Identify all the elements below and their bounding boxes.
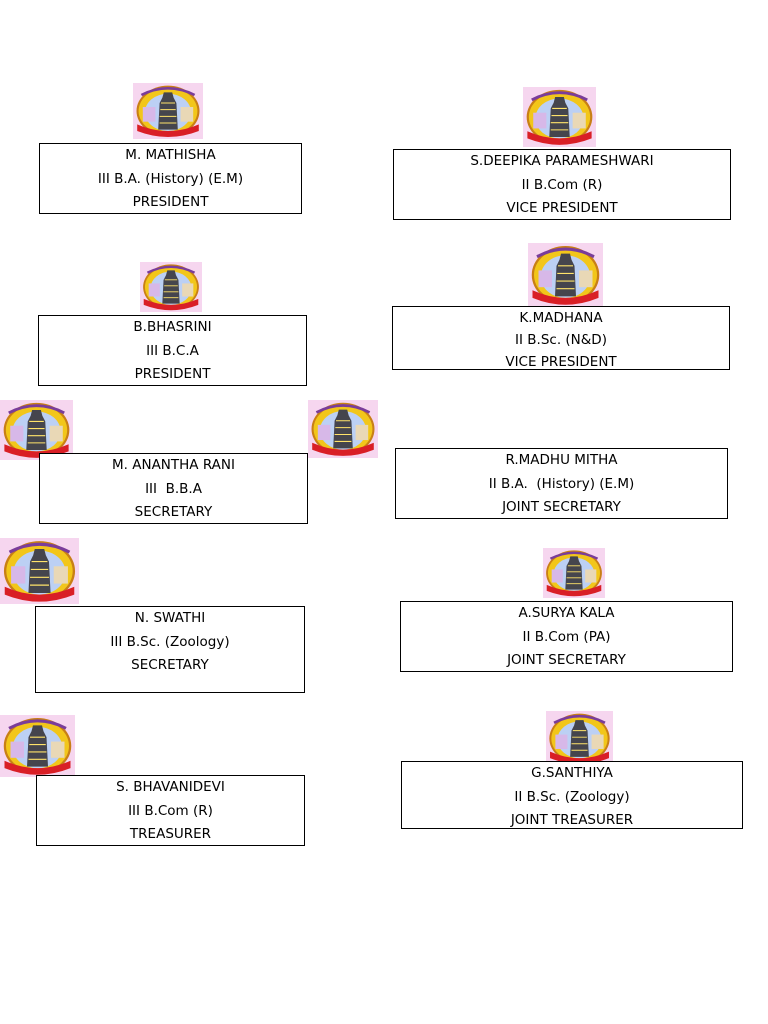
member-course: III B.Sc. (Zoology) xyxy=(110,633,230,650)
member-name: A.SURYA KALA xyxy=(518,605,615,621)
member-role: SECRETARY xyxy=(134,504,213,520)
member-course: II B.Sc. (N&D) xyxy=(515,332,607,348)
member-course: II B.A. (History) (E.M) xyxy=(488,475,635,492)
member-role: VICE PRESIDENT xyxy=(505,354,617,370)
college-emblem-icon xyxy=(0,715,75,777)
member-card xyxy=(39,453,308,524)
member-course: III B.Com (R) xyxy=(128,802,213,819)
member-role: JOINT TREASURER xyxy=(510,812,634,828)
member-course: II B.Sc. (Zoology) xyxy=(514,788,630,805)
member-name: S.DEEPIKA PARAMESHWARI xyxy=(470,153,654,169)
member-card xyxy=(39,143,302,214)
member-name: M. ANANTHA RANI xyxy=(112,457,235,473)
college-emblem-icon xyxy=(0,400,73,460)
college-emblem-icon xyxy=(140,262,202,312)
member-card xyxy=(392,306,730,370)
college-emblem-icon xyxy=(523,87,596,147)
member-role: SECRETARY xyxy=(131,657,209,673)
member-card xyxy=(400,601,733,672)
member-card xyxy=(35,606,305,693)
member-course: III B.C.A xyxy=(146,342,199,359)
member-role: PRESIDENT xyxy=(134,366,211,382)
member-card xyxy=(401,761,743,829)
member-course: III B.B.A xyxy=(145,480,202,497)
member-card xyxy=(38,315,307,386)
member-card xyxy=(393,149,731,220)
member-course: III B.A. (History) (E.M) xyxy=(97,170,244,187)
college-emblem-icon xyxy=(133,83,203,139)
member-name: M. MATHISHA xyxy=(125,147,216,163)
member-role: TREASURER xyxy=(129,826,212,842)
member-card xyxy=(395,448,728,519)
member-role: PRESIDENT xyxy=(132,194,209,210)
member-role: JOINT SECRETARY xyxy=(507,652,626,668)
member-name: K.MADHANA xyxy=(519,310,603,326)
member-name: B.BHASRINI xyxy=(133,319,212,335)
member-course: II B.Com (R) xyxy=(521,176,603,193)
college-emblem-icon xyxy=(543,548,605,598)
member-name: S. BHAVANIDEVI xyxy=(116,779,225,795)
college-emblem-icon xyxy=(308,400,378,458)
member-role: JOINT SECRETARY xyxy=(502,499,621,515)
member-name: R.MADHU MITHA xyxy=(505,452,618,468)
college-emblem-icon xyxy=(0,538,79,604)
college-emblem-icon xyxy=(528,243,603,307)
member-name: G.SANTHIYA xyxy=(531,765,613,781)
member-card xyxy=(36,775,305,846)
member-name: N. SWATHI xyxy=(134,610,206,626)
member-role: VICE PRESIDENT xyxy=(506,200,618,216)
member-course: II B.Com (PA) xyxy=(522,628,611,645)
college-emblem-icon xyxy=(546,711,613,766)
